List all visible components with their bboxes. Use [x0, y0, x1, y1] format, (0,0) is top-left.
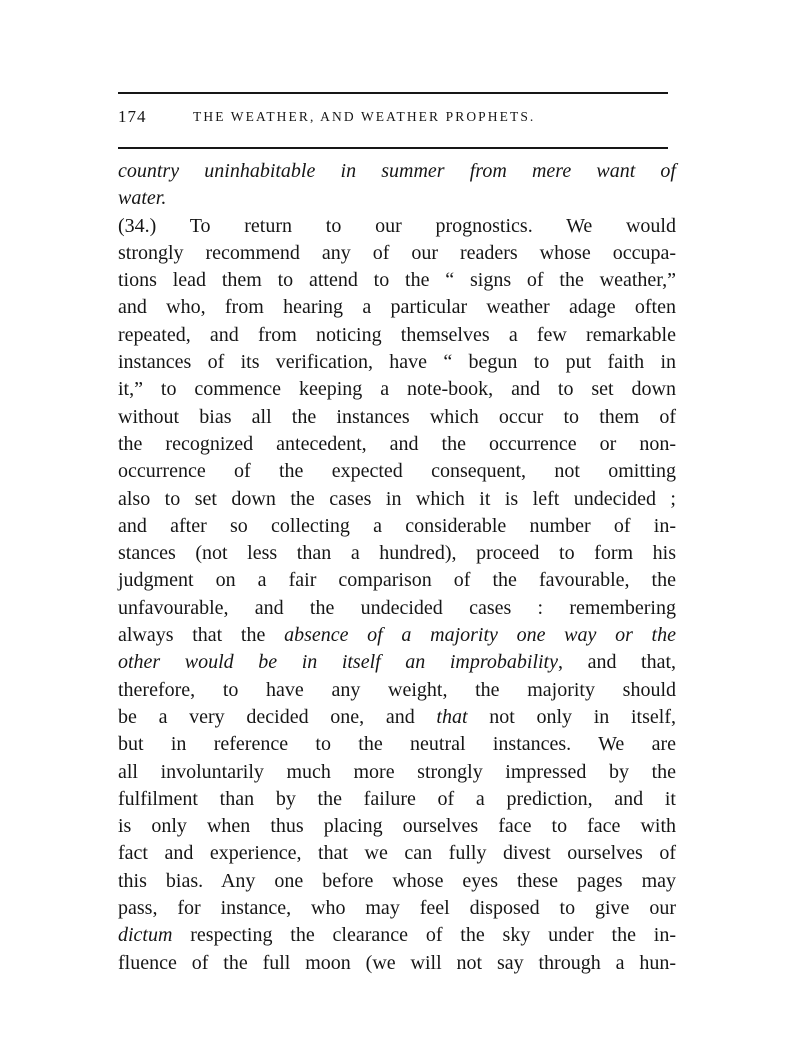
text-line — [118, 213, 676, 240]
text-run: fluence of the full moon (we will not say through a hun- — [118, 951, 676, 974]
text-run: without bias all the instances which occur to them of — [118, 405, 676, 428]
text-run: but in reference to the neutral instances. We are — [118, 733, 676, 756]
text-run: strongly recommend any of our readers whose occupa- — [118, 241, 676, 264]
text-line — [118, 677, 676, 704]
body-text — [118, 158, 676, 977]
text-run: all involuntarily much more strongly impressed by the — [118, 760, 676, 783]
text-run: and who, from hearing a particular weather adage often — [118, 296, 676, 319]
text-line — [118, 813, 676, 840]
text-line — [118, 349, 676, 376]
page-header — [118, 106, 670, 130]
text-line — [118, 595, 676, 622]
text-run: tions lead them to attend to the “ signs of the weather,” — [118, 269, 676, 292]
text-run: always that the — [118, 624, 285, 647]
text-run: fulfilment than by the failure of a prediction, and it — [118, 787, 676, 810]
running-head: THE WEATHER, AND WEATHER PROPHETS. — [193, 109, 536, 124]
text-run: respecting the clearance of the sky under the in- — [172, 924, 676, 947]
text-line — [118, 185, 676, 212]
italic-text: absence of a majority one way or the — [284, 624, 676, 647]
italic-text: water. — [118, 187, 167, 210]
text-line — [118, 376, 676, 403]
text-line — [118, 786, 676, 813]
header-rule-top — [118, 92, 668, 94]
text-line — [118, 950, 676, 977]
text-line — [118, 731, 676, 758]
text-line — [118, 868, 676, 895]
text-run: this bias. Any one before whose eyes these pages may — [118, 869, 676, 892]
page-number: 174 — [118, 107, 147, 126]
text-line — [118, 567, 676, 594]
text-line — [118, 294, 676, 321]
text-line — [118, 513, 676, 540]
text-run: the recognized antecedent, and the occurrence or non- — [118, 432, 676, 455]
text-line — [118, 240, 676, 267]
text-line — [118, 404, 676, 431]
text-run: repeated, and from noticing themselves a few remarkable — [118, 323, 676, 346]
italic-text: country uninhabitable in summer from mere want of — [118, 160, 676, 182]
text-line — [118, 486, 676, 513]
italic-text: other would be in itself an improbability — [118, 651, 558, 674]
text-line — [118, 759, 676, 786]
text-line — [118, 267, 676, 294]
text-run: stances (not less than a hundred), proceed to form his — [118, 542, 676, 565]
text-line — [118, 322, 676, 349]
text-run: therefore, to have any weight, the majority should — [118, 678, 676, 701]
text-run: pass, for instance, who may feel disposed to give our — [118, 897, 676, 920]
text-line — [118, 704, 676, 731]
header-rule-bottom — [118, 147, 668, 149]
text-run: not only in itself, — [467, 705, 676, 728]
text-line — [118, 540, 676, 567]
text-line — [118, 922, 676, 949]
text-line — [118, 649, 676, 676]
text-run: instances of its verification, have “ begun to put faith in — [118, 351, 676, 374]
text-run: fact and experience, that we can fully divest ourselves of — [118, 842, 676, 865]
text-line — [118, 431, 676, 458]
text-line — [118, 158, 676, 185]
italic-text: that — [436, 705, 468, 728]
text-run: judgment on a fair comparison of the favourable, the — [118, 569, 676, 592]
text-run: (34.) To return to our prognostics. We would — [118, 214, 676, 237]
italic-text: dictum — [118, 924, 173, 947]
text-run: and after so collecting a considerable number of in- — [118, 514, 676, 537]
text-run: be a very decided one, and — [118, 705, 437, 728]
text-run: occurrence of the expected consequent, not omitting — [118, 460, 676, 483]
text-line — [118, 895, 676, 922]
text-run: is only when thus placing ourselves face to face with — [118, 815, 676, 838]
text-run: , and that, — [558, 651, 677, 674]
text-line — [118, 622, 676, 649]
text-run: also to set down the cases in which it is left undecided ; — [118, 487, 676, 510]
text-run: unfavourable, and the undecided cases : remembering — [118, 596, 676, 619]
text-line — [118, 458, 676, 485]
text-line — [118, 840, 676, 867]
text-run: it,” to commence keeping a note-book, and to set down — [118, 378, 676, 401]
